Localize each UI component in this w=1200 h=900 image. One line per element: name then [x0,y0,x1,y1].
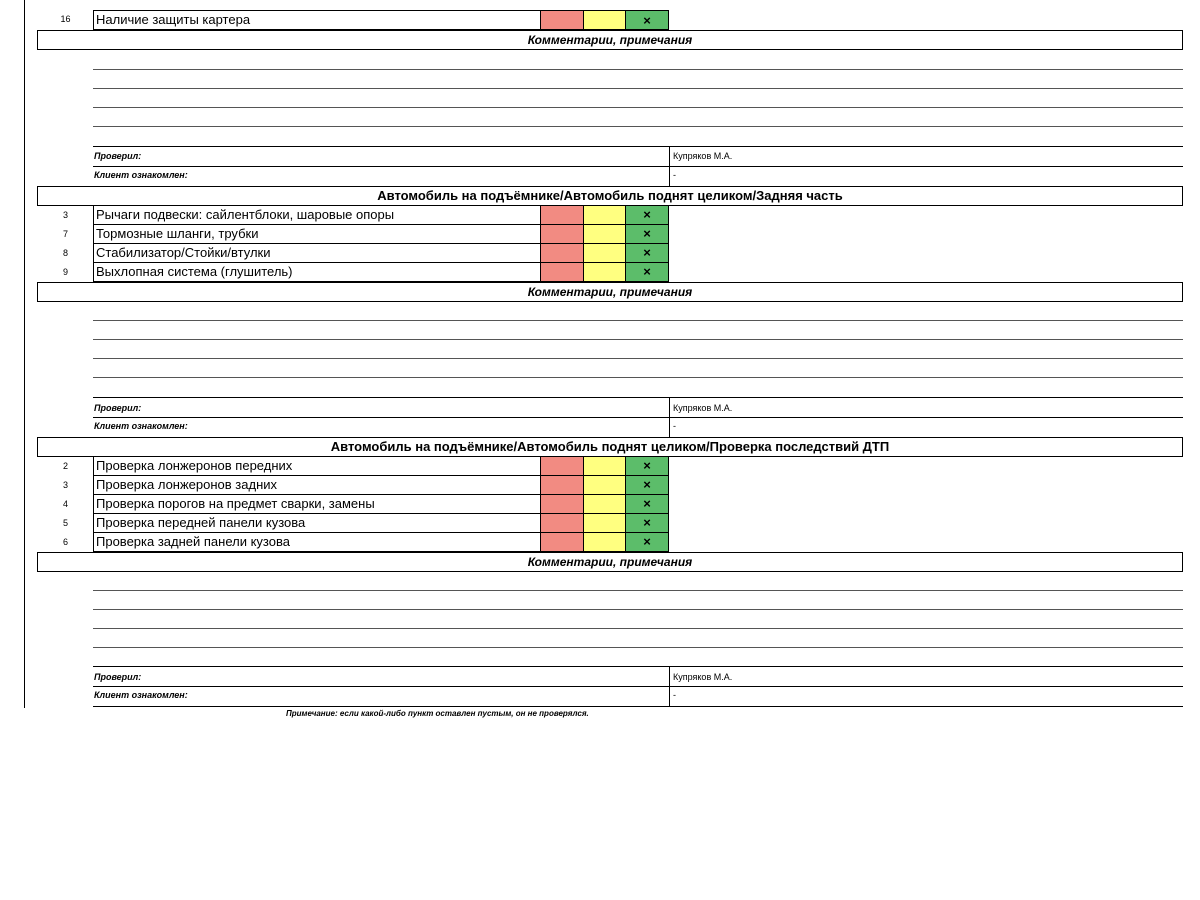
status-bad-cell [541,206,584,225]
comment-line [93,666,1183,667]
status-bad-cell [541,244,584,263]
row-number: 9 [62,267,68,277]
row-number: 4 [62,499,68,509]
row-label: Проверка задней панели кузова [93,533,541,552]
comment-line [93,69,1183,70]
status-warn-cell [584,457,626,476]
table-row [25,495,1183,514]
table-row [25,457,1183,476]
status-warn-cell [584,533,626,552]
comment-line [93,628,1183,629]
client-label: Клиент ознакомлен: [94,170,188,180]
status-ok-cell: × [626,476,669,495]
row-label: Проверка лонжеронов передних [93,457,541,476]
client-value: - [673,690,676,700]
table-row [25,263,1183,282]
row-label: Проверка лонжеронов задних [93,476,541,495]
row-number: 16 [60,14,71,24]
checked-value: Купряков М.А. [673,151,733,161]
comment-line [93,107,1183,108]
status-warn-cell [584,476,626,495]
client-label: Клиент ознакомлен: [94,421,188,431]
row-number: 7 [62,229,68,239]
comment-line [93,339,1183,340]
status-ok-cell: × [626,533,669,552]
checked-label: Проверил: [94,151,142,161]
comments-header: Комментарии, примечания [37,282,1183,302]
status-ok-cell: × [626,263,669,282]
comment-line [93,358,1183,359]
row-number: 2 [62,461,68,471]
status-bad-cell [541,263,584,282]
inspection-sheet [24,0,1182,708]
status-warn-cell [584,206,626,225]
row-label: Выхлопная система (глушитель) [93,263,541,282]
comment-line [93,647,1183,648]
client-value: - [673,170,676,180]
status-warn-cell [584,225,626,244]
signature-line [93,417,1183,418]
comment-line [93,397,1183,398]
row-number: 6 [62,537,68,547]
comment-line [93,88,1183,89]
row-label: Проверка передней панели кузова [93,514,541,533]
row-label: Наличие защиты картера [93,10,541,30]
status-ok-cell: × [626,514,669,533]
section-header: Автомобиль на подъёмнике/Автомобиль поднят целиком/Проверка последствий ДТП [37,437,1183,457]
table-row [25,533,1183,552]
section-header: Автомобиль на подъёмнике/Автомобиль поднят целиком/Задняя часть [37,186,1183,206]
signature-line [93,706,1183,707]
status-ok-cell: × [626,495,669,514]
comments-header: Комментарии, примечания [37,30,1183,50]
status-bad-cell [541,533,584,552]
status-ok-cell: × [626,206,669,225]
status-ok-cell: × [626,457,669,476]
status-ok-cell: × [626,225,669,244]
comment-line [93,377,1183,378]
comment-line [93,146,1183,147]
comment-line [93,126,1183,127]
checked-value: Купряков М.А. [673,403,733,413]
status-ok-cell: × [626,244,669,263]
row-label: Проверка порогов на предмет сварки, замены [93,495,541,514]
row-label: Стабилизатор/Стойки/втулки [93,244,541,263]
signature-line [93,686,1183,687]
row-number: 3 [62,480,68,490]
status-bad-cell [541,514,584,533]
status-bad-cell [541,457,584,476]
table-row [25,10,1183,30]
row-number: 5 [62,518,68,528]
table-row [25,514,1183,533]
row-number: 8 [62,248,68,258]
status-warn-cell [584,244,626,263]
row-label: Рычаги подвески: сайлентблоки, шаровые опоры [93,206,541,225]
row-label: Тормозные шланги, трубки [93,225,541,244]
table-row [25,206,1183,225]
comment-line [93,609,1183,610]
status-bad-cell [541,10,584,30]
status-bad-cell [541,495,584,514]
status-ok-cell: × [626,10,669,30]
table-row [25,476,1183,495]
client-value: - [673,421,676,431]
status-warn-cell [584,495,626,514]
status-warn-cell [584,10,626,30]
table-row [25,244,1183,263]
status-bad-cell [541,225,584,244]
signature-line [93,166,1183,167]
row-number: 3 [62,210,68,220]
footnote-text: Примечание: если какой-либо пункт оставлен пустым, он не проверялся. [286,709,589,718]
table-row [25,225,1183,244]
comment-line [93,590,1183,591]
comment-line [93,320,1183,321]
status-bad-cell [541,476,584,495]
checked-label: Проверил: [94,403,142,413]
comments-header: Комментарии, примечания [37,552,1183,572]
status-warn-cell [584,263,626,282]
checked-label: Проверил: [94,672,142,682]
status-warn-cell [584,514,626,533]
checked-value: Купряков М.А. [673,672,733,682]
client-label: Клиент ознакомлен: [94,690,188,700]
